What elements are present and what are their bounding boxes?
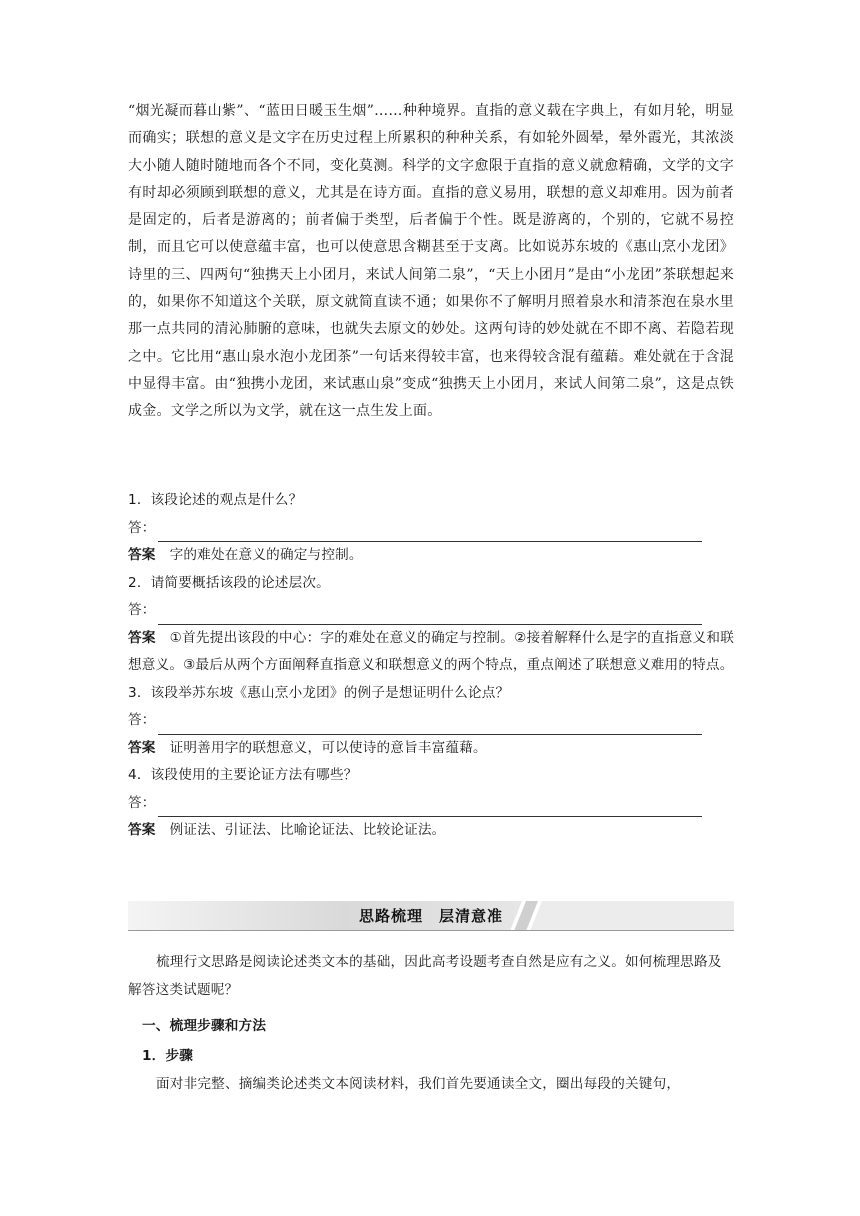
answer-line-1[interactable] bbox=[128, 515, 734, 543]
answer-line-3[interactable] bbox=[128, 707, 734, 735]
answer-text: 证明善用字的联想意义，可以使诗的意旨丰富蕴藉。 bbox=[169, 739, 487, 756]
answer-text: ①首先提出该段的中心：字的难处在意义的确定与控制。②接着解释什么是字的直指意义和联想意义。③最后从两个方面阐释直指意义和联想意义的两个特点，重点阐述了联想意义难用的特点。 bbox=[128, 629, 734, 673]
answer-tag: 答案 bbox=[128, 739, 156, 756]
answer-prefix: 答： bbox=[128, 519, 156, 536]
answer-prefix: 答： bbox=[128, 794, 156, 811]
question-4: 4．该段使用的主要论证方法有哪些？ bbox=[128, 767, 358, 783]
answer-tag: 答案 bbox=[128, 822, 156, 838]
passage-paragraph: “烟光凝而暮山紫”、“蓝田日暖玉生烟”……种种境界。直指的意义载在字典上，有如月轮，明显而确实；联想的意义是文字在历史过程上所累积的种种关系，有如轮外圆晕，晕外霞光，其浓淡大小随人随时随地而各个不同，变化莫测。科学的文字愈限于直指的意义就愈精确，文学的文字有时却必须顾到联想的意义，尤其是在诗方面。直指的意义易用，联想的意义却难用。因为前者是固定的，后者是游离的；前者偏于类型，后者偏于个性。既是游离的，个别的，它就不易控制，而且它可以使意蕴丰富，也可以使意思含糊甚至于支离。比如说苏东坡的《惠山烹小龙团》诗里的三、四两句“独携天上小团月，来试人间第二泉”，“天上小团月”是由“小龙团”茶联想起来的，如果你不知道这个关联，原文就简直读不通；如果你不了解明月照着泉水和清茶泡在泉水里那一点共同的清沁肺腑的意味，也就失去原文的妙处。这两句诗的妙处就在不即不离、若隐若现之中。它比用“惠山泉水泡小龙团茶”一句话来得较丰富，也来得较含混有蕴藉。难处就在于含混中显得丰富。由“独携小龙团，来试惠山泉”变成“独携天上小团月，来试人间第二泉”，这是点铁成金。文学之所以为文学，就在这一点生发上面。 bbox=[128, 103, 734, 420]
subsection-heading: 1．步骤 bbox=[142, 1048, 194, 1064]
answer-blank[interactable] bbox=[158, 717, 702, 735]
answer-text: 例证法、引证法、比喻论证法、比较论证法。 bbox=[169, 822, 446, 838]
answer-4 bbox=[128, 817, 734, 845]
method-section bbox=[128, 948, 734, 1098]
answer-tag: 答案 bbox=[128, 547, 156, 563]
answer-line-4[interactable] bbox=[128, 790, 734, 818]
answer-blank[interactable] bbox=[158, 607, 702, 625]
banner-title: 思路梳理 层清意准 bbox=[358, 907, 503, 925]
answer-blank[interactable] bbox=[158, 799, 702, 817]
intro-paragraph: 梳理行文思路是阅读论述类文本的基础，因此高考设题考查自然是应有之义。如何梳理思路及解答这类试题呢？ bbox=[128, 954, 722, 998]
question-2: 2．请简要概括该段的论述层次。 bbox=[128, 574, 330, 591]
answer-text: 字的难处在意义的确定与控制。 bbox=[169, 547, 363, 563]
answer-prefix: 答： bbox=[128, 712, 156, 728]
answer-tag: 答案 bbox=[128, 629, 156, 646]
question-list bbox=[128, 487, 734, 845]
answer-blank[interactable] bbox=[158, 524, 702, 542]
body-paragraph: 面对非完整、摘编类论述类文本阅读材料，我们首先要通读全文，圈出每段的关键句， bbox=[156, 1076, 681, 1092]
section-banner bbox=[128, 901, 734, 931]
answer-1 bbox=[128, 542, 734, 570]
question-1: 1．该段论述的观点是什么？ bbox=[128, 492, 303, 508]
answer-2 bbox=[128, 625, 734, 680]
answer-prefix: 答： bbox=[128, 602, 156, 618]
question-3: 3．该段举苏东坡《惠山烹小龙团》的例子是想证明什么论点？ bbox=[128, 684, 510, 701]
answer-line-2[interactable] bbox=[128, 597, 734, 625]
section-heading: 一、梳理步骤和方法 bbox=[142, 1018, 267, 1034]
answer-3 bbox=[128, 735, 734, 763]
